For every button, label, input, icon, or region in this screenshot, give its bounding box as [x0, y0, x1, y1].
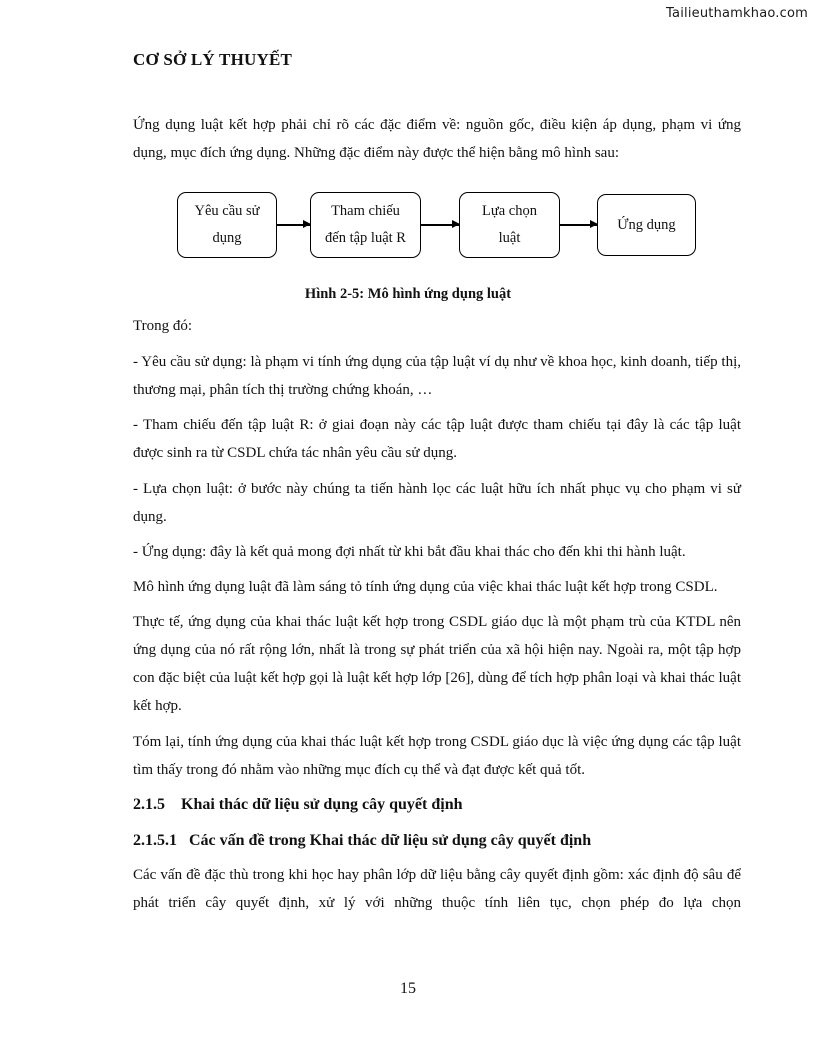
diagram-box-text: Tham chiếu [331, 203, 400, 219]
subsection-heading [133, 832, 591, 850]
section-heading [133, 796, 463, 814]
diagram-box-application [597, 194, 696, 256]
arrow-right-icon [560, 224, 597, 226]
page-number: 15 [400, 980, 416, 997]
diagram-box-text: luật [498, 230, 521, 246]
diagram-box-rule-reference [310, 192, 421, 258]
figure-caption: Hình 2-5: Mô hình ứng dụng luật [304, 286, 512, 302]
diagram-box-usage-request [177, 192, 277, 258]
section-title: Khai thác dữ liệu sử dụng cây quyết định [181, 796, 463, 813]
section-number: 2.1.5 [133, 796, 165, 813]
subsection-title: Các vấn đề trong Khai thác dữ liệu sử dụng cây quyết định [189, 832, 592, 849]
arrow-right-icon [277, 224, 310, 226]
diagram-box-text: đến tập luật R [325, 230, 406, 246]
diagram-box-text: Lựa chọn [482, 203, 537, 219]
list-item: - Lựa chọn luật: ở bước này chúng ta tiến hành lọc các luật hữu ích nhất phục vụ cho phạm vi sử dụng. [133, 481, 741, 525]
conclusion-paragraph: Tóm lại, tính ứng dụng của khai thác luật kết hợp trong CSDL giáo dục là việc ứng dụng các tập luật tìm thấy trong đó nhằm vào những mục đích cụ thể và đạt được kết quả tốt. [133, 734, 741, 778]
diagram-box-text: Ứng dụng [617, 216, 676, 233]
list-item: - Yêu cầu sử dụng: là phạm vi tính ứng dụng của tập luật ví dụ như về khoa học, kinh doanh, tiếp thị, thương mại, phân tích thị trường chứng khoán, … [133, 354, 741, 398]
diagram-box-text: Yêu cầu sử [194, 203, 260, 219]
summary-paragraph: Mô hình ứng dụng luật đã làm sáng tỏ tính ứng dụng của việc khai thác luật kết hợp trong CSDL. [133, 579, 718, 595]
intro-paragraph: Ứng dụng luật kết hợp phải chỉ rõ các đặc điểm về: nguồn gốc, điều kiện áp dụng, phạm vi ứng dụng, mục đích ứng dụng. Những đặc điểm này được thể hiện bằng mô hình sau: [133, 117, 741, 161]
where-label: Trong đó: [133, 318, 193, 334]
arrow-right-icon [421, 224, 459, 226]
application-model-diagram [175, 192, 700, 258]
list-item: - Ứng dụng: đây là kết quả mong đợi nhất từ khi bắt đầu khai thác cho đến khi thi hành luật. [133, 544, 686, 560]
diagram-box-rule-selection [459, 192, 560, 258]
chapter-title: CƠ SỞ LÝ THUYẾT [133, 50, 293, 69]
subsection-number: 2.1.5.1 [133, 832, 177, 849]
list-item: - Tham chiếu đến tập luật R: ở giai đoạn này các tập luật được tham chiếu tại đây là các tập luật được sinh ra từ CSDL chứa tác nhân yêu cầu sử dụng. [133, 417, 741, 461]
last-paragraph: Các vấn đề đặc thù trong khi học hay phân lớp dữ liệu bằng cây quyết định gồm: xác định độ sâu để phát triển cây quyết định, xử lý với những thuộc tính liên tục, chọn phép đo lựa chọn [133, 867, 741, 911]
reality-paragraph: Thực tế, ứng dụng của khai thác luật kết hợp trong CSDL giáo dục là một phạm trù của KTDL nên ứng dụng của nó rất rộng lớn, nhất là trong sự phát triển của xã hội hiện nay. Ngoài ra, một tập hợp con đặc biệt của luật kết hợp gọi là luật kết hợp lớp [26], dùng để tích hợp phân loại và khai thác luật kết hợp. [133, 614, 741, 714]
watermark: Tailieuthamkhao.com [666, 6, 808, 21]
diagram-box-text: dụng [212, 230, 242, 246]
